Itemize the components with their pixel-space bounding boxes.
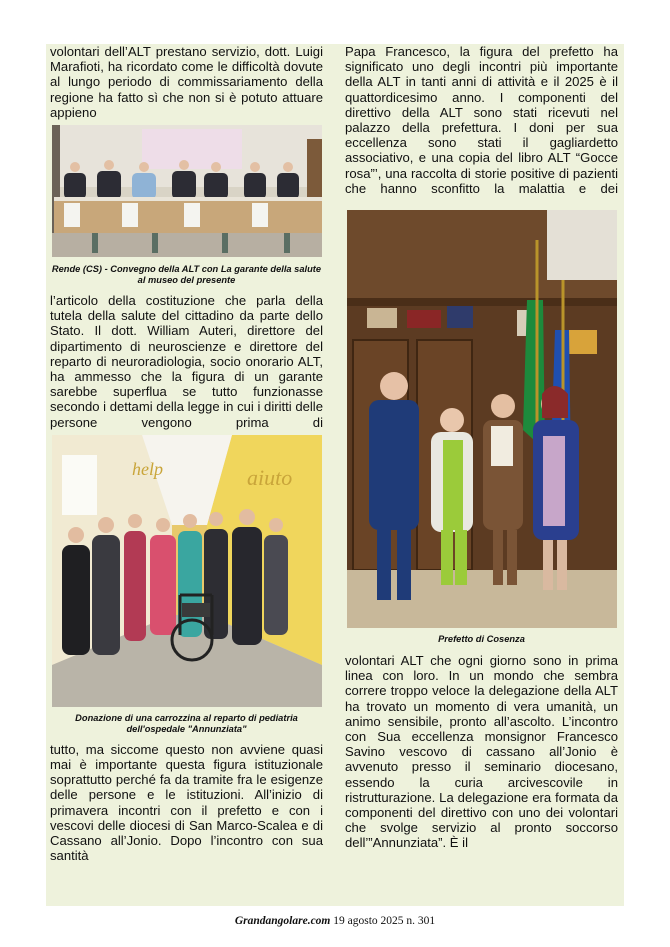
caption-prefetto: Prefetto di Cosenza (438, 634, 525, 645)
left-paragraph-3: tutto, ma siccome questo non avviene quasi mai è importante questa figura istituzionale soprattutto perché fa da tramite fra le esigenze delle persone e le istituzioni. All’inizio di primavera incontri con il prefetto e con i vescovi delle diocesi di San Marco-Scalea e di Cassano all’Jonio. Dopo l’incontro con sua santità (50, 741, 323, 864)
photo-donazione-carrozzina (52, 435, 322, 707)
photo-donazione-image (52, 435, 322, 707)
caption-convegno: Rende (CS) - Convegno della ALT con La garante della salute al museo del presente (51, 264, 322, 286)
page-footer (0, 915, 670, 927)
footer-issue: 19 agosto 2025 n. 301 (330, 915, 436, 927)
left-column (50, 44, 323, 863)
right-column (345, 44, 618, 851)
photo-prefetto (347, 210, 617, 628)
photo-convegno-rende (52, 125, 322, 257)
svg-text:aiuto: aiuto (246, 464, 292, 490)
photo-convegno-rende-image (52, 125, 322, 257)
photo-prefetto-image (347, 210, 617, 628)
caption-donazione: Donazione di una carrozzina al reparto di pediatria dell'ospedale "Annunziata" (75, 712, 298, 734)
left-paragraph-2: l’articolo della costituzione che parla della tutela della salute del cittadino da parte dello Stato. Il dott. William Auteri, direttore del dipartimento di neuroscienze e direttore del reparto di neuroradiologia, socio onorario ALT, ha ammesso che la figura di un garante sarebbe superflua se tutto funzionasse secondo i dettami della legge in cui i diritti delle persone vengono prima di (50, 293, 323, 430)
footer-site: Grandangolare.com (234, 915, 331, 927)
right-paragraph-2: volontari ALT che ogni giorno sono in prima linea con loro. In un mondo che sembra correre troppo veloce la delegazione della ALT ha trovato un momento di vera umanità, un animo sensibile, pronto all’ascolto. L’incontro con Sua eccellenza monsignor Francesco Savino vescovo di cassano all’Jonio è avvenuto presso il seminario diocesano, essendo la curia arcivescovile in ristrutturazione. La delegazione era formata da componenti del direttivo con uno dei volontari che svolge servizio al pronto soccorso dell’”Annunziata”. È il (345, 653, 618, 851)
svg-text:help: help (131, 458, 163, 479)
right-paragraph-1: Papa Francesco, la figura del prefetto ha significato uno degli incontri più importante della ALT in tanti anni di attività e il 2025 è il quattordicesimo anno. I componenti del direttivo della ALT sono stati ricevuti nel palazzo della prefettura. I doni per sua eccellenza sono stati il gagliardetto associativo, e una copia del libro ALT “Gocce rosa”’, una raccolta di storie positive di pazienti che hanno sconfitto la malattia e dei (345, 44, 618, 196)
left-paragraph-1: volontari dell’ALT prestano servizio, dott. Luigi Marafioti, ha ricordato come le difficoltà dovute al lungo periodo di commissariamento della regione ha fatto sì che non si è potuto attuare appieno (50, 44, 323, 120)
